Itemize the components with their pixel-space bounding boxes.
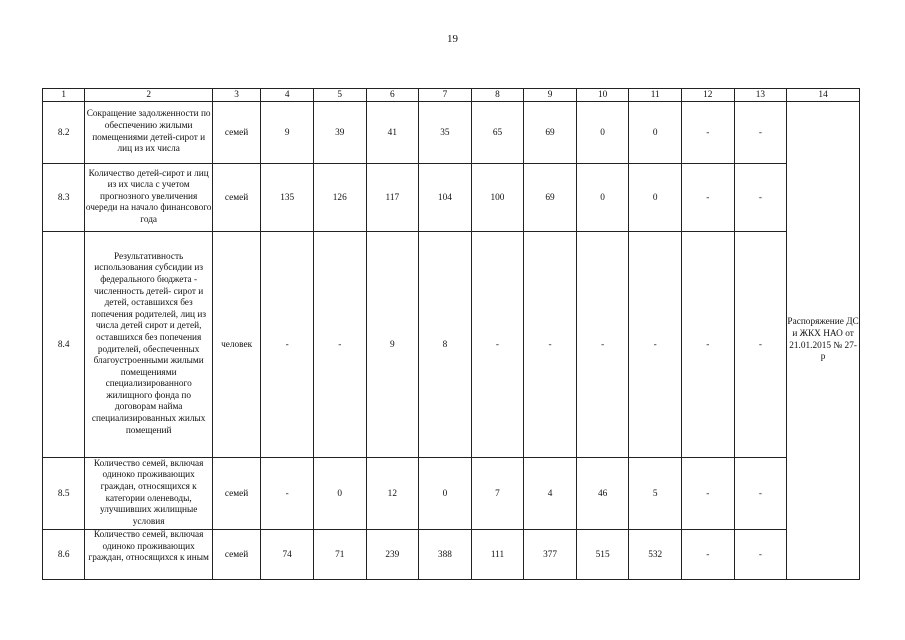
value-cell: - bbox=[734, 232, 787, 458]
row-id: 8.4 bbox=[43, 232, 85, 458]
value-cell: 7 bbox=[471, 458, 524, 530]
table-row bbox=[43, 458, 860, 530]
table-row bbox=[43, 232, 860, 458]
header-cell: 3 bbox=[212, 89, 261, 102]
row-id: 8.5 bbox=[43, 458, 85, 530]
header-cell: 6 bbox=[366, 89, 419, 102]
table-row bbox=[43, 102, 860, 164]
value-cell: 69 bbox=[524, 164, 577, 232]
value-cell: - bbox=[629, 232, 682, 458]
header-cell: 7 bbox=[419, 89, 472, 102]
value-cell: 41 bbox=[366, 102, 419, 164]
value-cell: 46 bbox=[576, 458, 629, 530]
header-cell: 12 bbox=[682, 89, 735, 102]
page-number: 19 bbox=[447, 33, 458, 45]
value-cell: 0 bbox=[313, 458, 366, 530]
header-cell: 9 bbox=[524, 89, 577, 102]
value-cell: - bbox=[734, 458, 787, 530]
value-cell: 12 bbox=[366, 458, 419, 530]
row-unit: человек bbox=[212, 232, 261, 458]
value-cell: 377 bbox=[524, 530, 577, 580]
value-cell: - bbox=[261, 458, 314, 530]
value-cell: - bbox=[734, 530, 787, 580]
value-cell: 9 bbox=[366, 232, 419, 458]
value-cell: 126 bbox=[313, 164, 366, 232]
value-cell: 100 bbox=[471, 164, 524, 232]
value-cell: - bbox=[313, 232, 366, 458]
value-cell: 239 bbox=[366, 530, 419, 580]
row-unit: семей bbox=[212, 458, 261, 530]
value-cell: 65 bbox=[471, 102, 524, 164]
header-cell: 11 bbox=[629, 89, 682, 102]
value-cell: - bbox=[734, 164, 787, 232]
header-row bbox=[43, 89, 860, 102]
value-cell: 5 bbox=[629, 458, 682, 530]
value-cell: - bbox=[576, 232, 629, 458]
value-cell: 388 bbox=[419, 530, 472, 580]
value-cell: - bbox=[682, 530, 735, 580]
row-unit: семей bbox=[212, 102, 261, 164]
row-description: Количество семей, включая одиноко проживающих граждан, относящихся к категории оленеводы, улучшивших жилищные условия bbox=[85, 458, 212, 530]
header-cell: 5 bbox=[313, 89, 366, 102]
header-cell: 10 bbox=[576, 89, 629, 102]
row-id: 8.3 bbox=[43, 164, 85, 232]
value-cell: - bbox=[261, 232, 314, 458]
value-cell: 117 bbox=[366, 164, 419, 232]
header-cell: 13 bbox=[734, 89, 787, 102]
value-cell: 74 bbox=[261, 530, 314, 580]
value-cell: 0 bbox=[576, 102, 629, 164]
header-cell: 8 bbox=[471, 89, 524, 102]
value-cell: - bbox=[682, 102, 735, 164]
value-cell: 8 bbox=[419, 232, 472, 458]
row-description: Количество детей-сирот и лиц из их числа с учетом прогнозного увеличения очереди на начало финансового года bbox=[85, 164, 212, 232]
value-cell: 0 bbox=[419, 458, 472, 530]
value-cell: - bbox=[682, 232, 735, 458]
value-cell: 111 bbox=[471, 530, 524, 580]
header-cell: 2 bbox=[85, 89, 212, 102]
table-row bbox=[43, 530, 860, 580]
value-cell: 135 bbox=[261, 164, 314, 232]
row-description: Результативность использования субсидии из федерального бюджета - численность детей- сирот и детей, оставшихся без попечения родителей, лиц из числа детей сирот и детей, оставшихся без попечения родителей, обеспеченных благоустроенными жилыми помещениями специализированного жилищного фонда по договорам найма специализированных жилых помещений bbox=[85, 232, 212, 458]
value-cell: - bbox=[471, 232, 524, 458]
value-cell: 4 bbox=[524, 458, 577, 530]
row-description: Сокращение задолженности по обеспечению жилыми помещениями детей-сирот и лиц из их числа bbox=[85, 102, 212, 164]
legal-basis-note: Распоряжение ДС и ЖКХ НАО от 21.01.2015 № 27-р bbox=[787, 102, 860, 580]
row-id: 8.6 bbox=[43, 530, 85, 580]
row-description: Количество семей, включая одиноко проживающих граждан, относящихся к иным bbox=[85, 530, 212, 580]
value-cell: - bbox=[734, 102, 787, 164]
value-cell: 104 bbox=[419, 164, 472, 232]
value-cell: 0 bbox=[629, 102, 682, 164]
table-row bbox=[43, 164, 860, 232]
header-cell: 14 bbox=[787, 89, 860, 102]
value-cell: - bbox=[524, 232, 577, 458]
value-cell: 0 bbox=[576, 164, 629, 232]
value-cell: 0 bbox=[629, 164, 682, 232]
value-cell: 532 bbox=[629, 530, 682, 580]
value-cell: - bbox=[682, 164, 735, 232]
value-cell: 35 bbox=[419, 102, 472, 164]
row-unit: семей bbox=[212, 164, 261, 232]
row-unit: семей bbox=[212, 530, 261, 580]
header-cell: 1 bbox=[43, 89, 85, 102]
value-cell: 9 bbox=[261, 102, 314, 164]
indicators-table bbox=[42, 88, 860, 580]
row-id: 8.2 bbox=[43, 102, 85, 164]
header-cell: 4 bbox=[261, 89, 314, 102]
value-cell: 69 bbox=[524, 102, 577, 164]
value-cell: 39 bbox=[313, 102, 366, 164]
value-cell: - bbox=[682, 458, 735, 530]
value-cell: 71 bbox=[313, 530, 366, 580]
value-cell: 515 bbox=[576, 530, 629, 580]
